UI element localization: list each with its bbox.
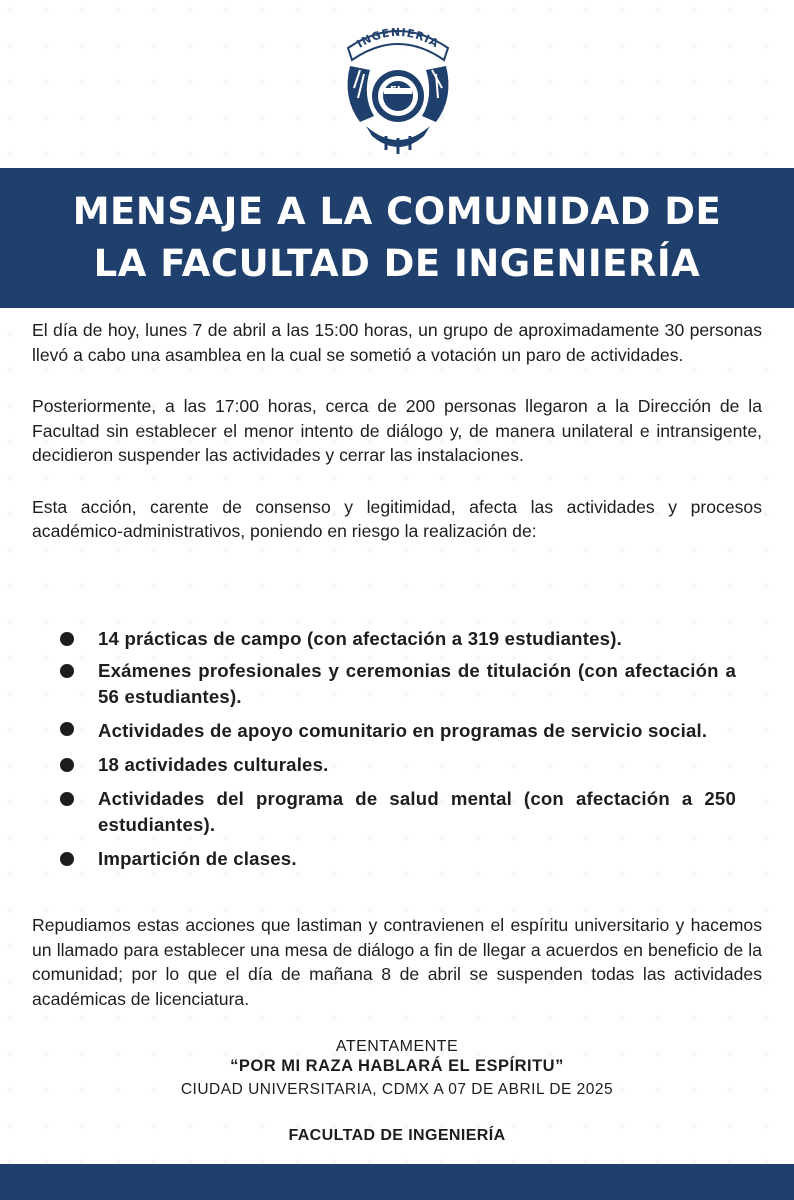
university-motto: “POR MI RAZA HABLARÁ EL ESPÍRITU” bbox=[230, 1057, 564, 1075]
list-item: 14 prácticas de campo (con afectación a 319 estudiantes). bbox=[60, 626, 736, 652]
list-item: Impartición de clases. bbox=[60, 846, 736, 872]
closing-paragraph: Repudiamos estas acciones que lastiman y contravienen el espíritu universitario y hacemos un llamado para establecer una mesa de diálogo a fin de llegar a acuerdos en beneficio de la comunidad; por lo que el día de mañana 8 de abril se suspenden todas las actividades académicas de licenciatura. bbox=[32, 915, 762, 1009]
title-line-2: LA FACULTAD DE INGENIERÍA bbox=[93, 242, 701, 285]
faculty-crest-logo bbox=[340, 18, 456, 158]
list-item: 18 actividades culturales. bbox=[60, 752, 736, 778]
list-item: Exámenes profesionales y ceremonias de titulación (con afectación a 56 estudiantes). bbox=[60, 658, 736, 710]
list-item: Actividades del programa de salud mental (con afectación a 250 estudiantes). bbox=[60, 786, 736, 838]
salutation: ATENTAMENTE bbox=[335, 1038, 459, 1055]
paragraph-1: El día de hoy, lunes 7 de abril a las 15:00 horas, un grupo de aproximadamente 30 personas llevó a cabo una asamblea en la cual se sometió a votación un paro de actividades. bbox=[32, 320, 762, 365]
place-and-date: CIUDAD UNIVERSITARIA, CDMX A 07 DE ABRIL DE 2025 bbox=[180, 1081, 614, 1098]
bullet-icon bbox=[60, 792, 74, 806]
list-item: Actividades de apoyo comunitario en programas de servicio social. bbox=[60, 716, 736, 746]
title-banner bbox=[0, 168, 794, 308]
bullet-icon bbox=[60, 852, 74, 866]
paragraph-2: Posteriormente, a las 17:00 horas, cerca de 200 personas llegaron a la Dirección de la Facultad sin establecer el menor intento de diálogo y, de manera unilateral e intransigente, decidieron suspender las actividades y cerrar las instalaciones. bbox=[32, 396, 762, 465]
title-line-1: MENSAJE A LA COMUNIDAD DE bbox=[72, 190, 722, 233]
message-body bbox=[32, 318, 762, 544]
crest-label: INGENIERIA bbox=[354, 25, 442, 51]
bullet-icon bbox=[60, 758, 74, 772]
crest-monogram: FI bbox=[390, 85, 401, 96]
bullet-icon bbox=[60, 722, 74, 736]
footer-bar bbox=[0, 1164, 794, 1200]
closing-section bbox=[32, 913, 762, 1011]
bullet-icon bbox=[60, 632, 74, 646]
signer: FACULTAD DE INGENIERÍA bbox=[288, 1127, 506, 1144]
paragraph-3: Esta acción, carente de consenso y legitimidad, afecta las actividades y procesos académico-administrativos, poniendo en riesgo la realización de: bbox=[32, 496, 762, 541]
affected-activities-list bbox=[60, 626, 736, 872]
bullet-icon bbox=[60, 664, 74, 678]
